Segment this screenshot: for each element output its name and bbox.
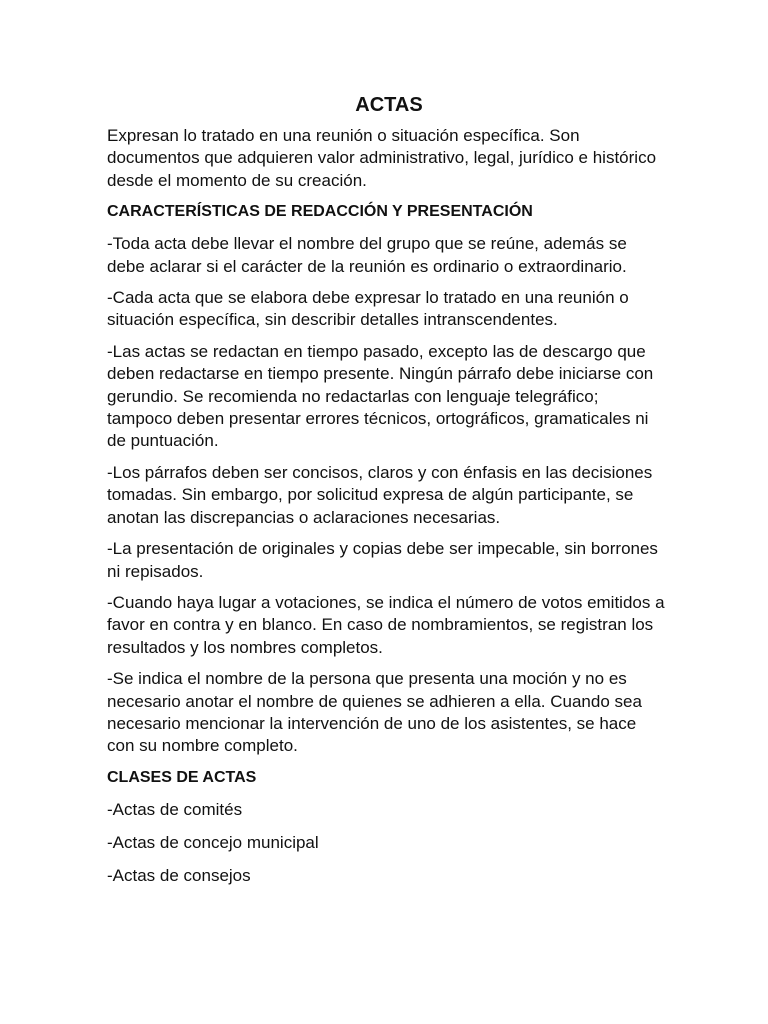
section-heading-caracteristicas: CARACTERÍSTICAS DE REDACCIÓN Y PRESENTACIÓN — [107, 203, 533, 221]
paragraph: -La presentación de originales y copias debe ser impecable, sin borrones ni repisados. — [107, 539, 658, 581]
document-body — [107, 92, 667, 897]
paragraph: -Se indica el nombre de la persona que presenta una moción y no es necesario anotar el nombre de quienes se adhieren a ella. Cuando sea necesario mencionar la intervención de uno de los asistentes, se hace con su nombre completo. — [107, 669, 642, 756]
list-item: -Actas de concejo municipal — [107, 832, 319, 852]
intro-paragraph: Expresan lo tratado en una reunión o situación específica. Son documentos que adquieren valor administrativo, legal, jurídico e histórico desde el momento de su creación. — [107, 126, 657, 190]
document-title: ACTAS — [355, 94, 423, 116]
paragraph: -Cada acta que se elabora debe expresar lo tratado en una reunión o situación específica, sin describir detalles intranscendentes. — [107, 288, 629, 330]
paragraph: -Las actas se redactan en tiempo pasado, excepto las de descargo que deben redactarse en tiempo presente. Ningún párrafo debe iniciarse con gerundio. Se recomienda no redactarlas con lenguaje telegráfico; tampoco deben presentar errores técnicos, ortográficos, gramaticales ni de puntuación. — [107, 341, 654, 451]
paragraph: -Cuando haya lugar a votaciones, se indica el número de votos emitidos a favor en contra y en blanco. En caso de nombramientos, se registran los resultados y los nombres completos. — [107, 592, 665, 657]
paragraph: -Toda acta debe llevar el nombre del grupo que se reúne, además se debe aclarar si el carácter de la reunión es ordinario o extraordinario. — [107, 234, 627, 276]
clases-list — [107, 799, 667, 887]
section-heading-clases: CLASES DE ACTAS — [107, 768, 257, 786]
list-item: -Actas de comités — [107, 799, 243, 819]
paragraph: -Los párrafos deben ser concisos, claros y con énfasis en las decisiones tomadas. Sin embargo, por solicitud expresa de algún participante, se anotan las discrepancias o aclaraciones necesarias. — [107, 462, 653, 527]
list-item: -Actas de consejos — [107, 865, 251, 885]
